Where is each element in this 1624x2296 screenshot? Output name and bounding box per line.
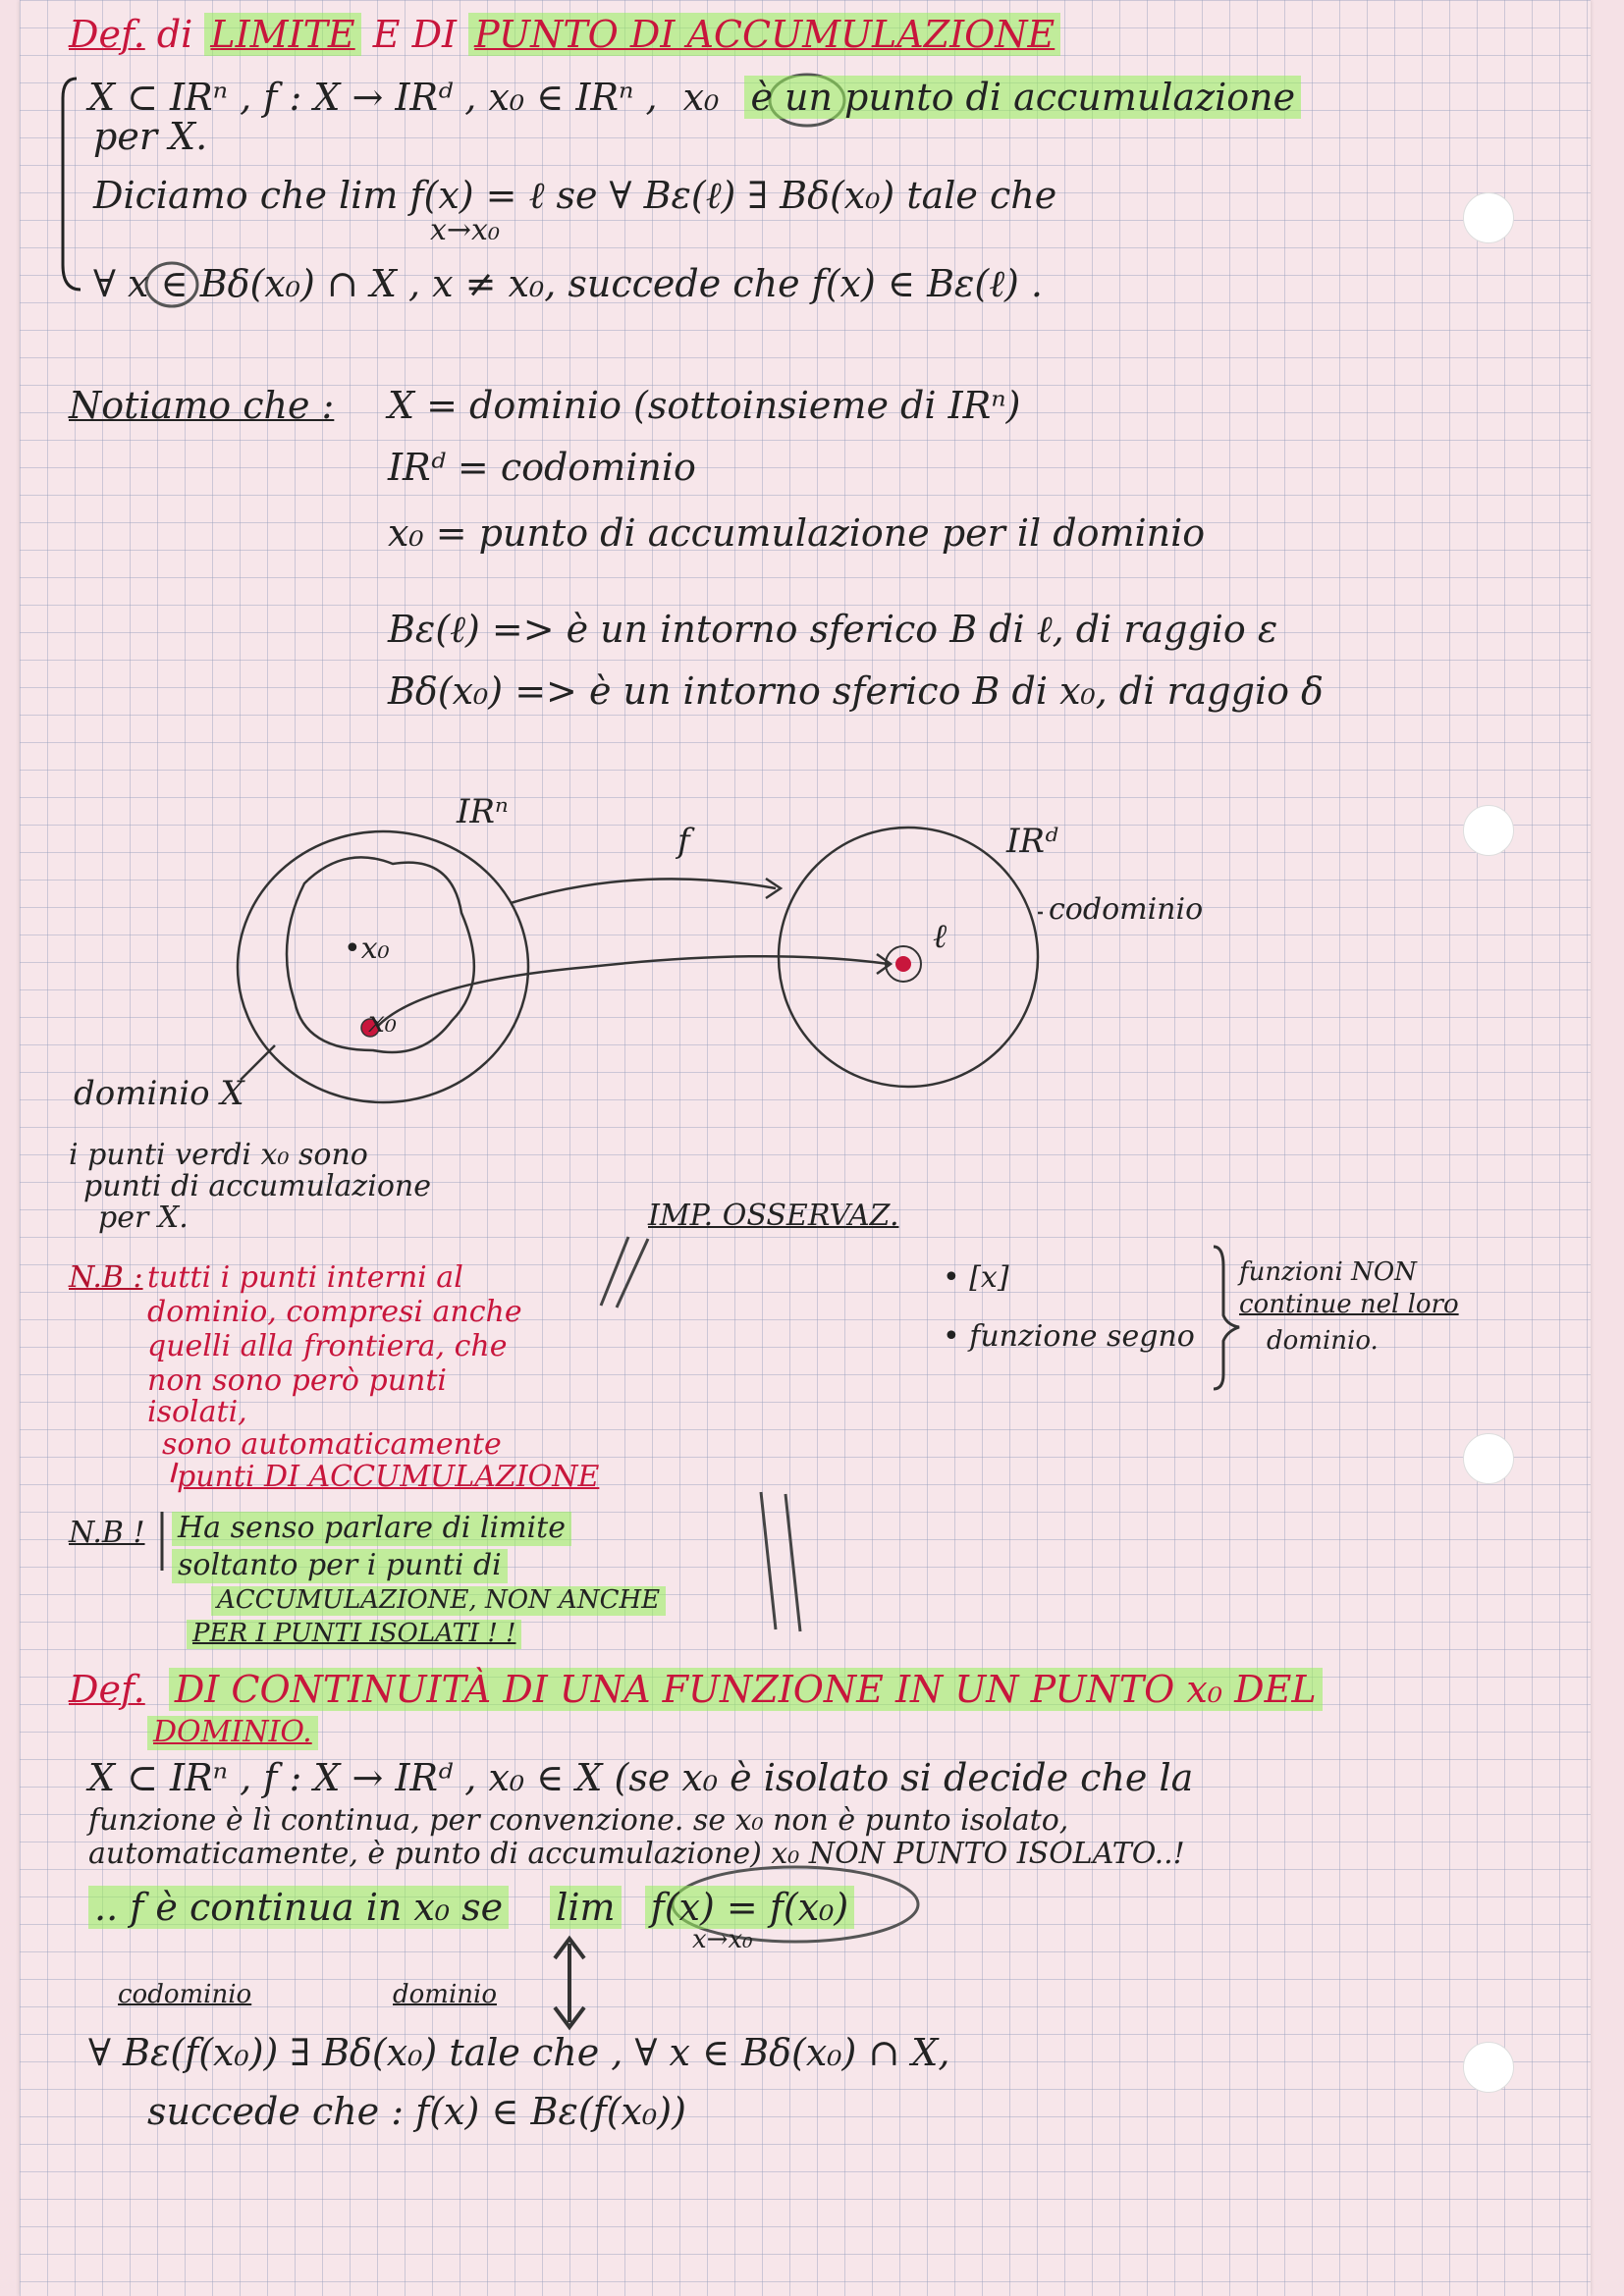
nb1-line: isolati, <box>147 1395 247 1429</box>
imp-brace-text: funzioni NON <box>1239 1257 1417 1287</box>
title-limite: LIMITE <box>204 13 360 56</box>
continuity-formula: f(x) = f(x₀) <box>645 1886 855 1929</box>
def-line-1-text: X ⊂ IRⁿ , f : X → IRᵈ , x₀ ∈ IRⁿ , <box>88 76 658 119</box>
lim-subscript: x→x₀ <box>430 213 501 247</box>
imp-brace-text: continue nel loro <box>1239 1290 1459 1319</box>
nb2-label: N.B ! <box>69 1516 145 1550</box>
note-item: IRᵈ = codominio <box>388 446 696 489</box>
def-line-4: ∀ x ∈ Bδ(x₀) ∩ X , x ≠ x₀, succede che f(x) ∈ Bε(ℓ) . <box>93 262 1044 305</box>
continuity-line-4 <box>88 1887 854 1930</box>
notes-label: Notiamo che : <box>69 384 335 427</box>
label-x0-bottom: x₀ <box>368 1005 397 1040</box>
nb1-line: quelli alla frontiera, che <box>147 1329 508 1363</box>
imp-label: IMP. OSSERVAZ. <box>648 1199 899 1233</box>
continuity-line-5: ∀ Bε(f(x₀)) ∃ Bδ(x₀) tale che , ∀ x ∈ Bδ(x₀) ∩ X, <box>88 2031 950 2074</box>
imp-item: • funzione segno <box>943 1319 1195 1354</box>
title-di: di <box>156 13 193 56</box>
title-punto-accumulazione: PUNTO DI ACCUMULAZIONE <box>468 13 1060 56</box>
def-label: Def. <box>69 1668 145 1711</box>
def-line-2: per X. <box>93 115 208 158</box>
caption-line: punti di accumulazione <box>83 1169 431 1203</box>
section1-title <box>69 14 1060 57</box>
section2-title-text: DI CONTINUITÀ DI UNA FUNZIONE IN UN PUNTO x₀ DEL <box>169 1668 1323 1711</box>
continuity-line-1: X ⊂ IRⁿ , f : X → IRᵈ , x₀ ∈ X (se x₀ è isolato si decide che la <box>88 1756 1194 1799</box>
imp-brace-text: dominio. <box>1267 1326 1379 1356</box>
label-rn: IRⁿ <box>457 792 509 831</box>
continuity-statement: .. f è continua in x₀ se <box>88 1886 509 1929</box>
label-dominio-2: dominio <box>393 1980 497 2009</box>
nb2-line: PER I PUNTI ISOLATI ! ! <box>187 1620 521 1649</box>
label-codominio: codominio <box>1049 892 1204 927</box>
note-item: Bε(ℓ) => è un intorno sferico B di ℓ, di raggio ε <box>388 608 1278 651</box>
label-f: f <box>677 822 690 861</box>
lim-text: lim <box>550 1886 621 1929</box>
nb1-line: sono automaticamente <box>162 1427 502 1462</box>
section2-title-text-2: DOMINIO. <box>147 1716 318 1750</box>
def-line-1-rest: è un punto di accumulazione <box>744 76 1301 119</box>
label-rd: IRᵈ <box>1006 822 1058 861</box>
nb1-label: N.B : <box>69 1260 143 1295</box>
note-item: x₀ = punto di accumulazione per il dominio <box>388 511 1206 555</box>
caption-line: i punti verdi x₀ sono <box>69 1138 368 1172</box>
nb1-line: dominio, compresi anche <box>147 1295 522 1329</box>
nb1-line: tutti i punti interni al <box>147 1260 463 1295</box>
nb1-line: non sono però punti <box>147 1363 448 1398</box>
note-item: X = dominio (sottoinsieme di IRⁿ) <box>388 384 1021 427</box>
label-codominio-2: codominio <box>118 1980 252 2009</box>
label-x0-top: •x₀ <box>344 932 390 966</box>
note-item: Bδ(x₀) => è un intorno sferico B di x₀, di raggio δ <box>388 669 1324 713</box>
nb1-line: punti DI ACCUMULAZIONE <box>177 1460 600 1494</box>
continuity-line-2: funzione è lì continua, per convenzione. se x₀ non è punto isolato, <box>88 1803 1069 1838</box>
section2-title <box>69 1669 1323 1712</box>
def-line-3: Diciamo che lim f(x) = ℓ se ∀ Bε(ℓ) ∃ Bδ(x₀) tale che <box>93 174 1057 217</box>
nb2-line: soltanto per i punti di <box>172 1549 508 1583</box>
label-l: ℓ <box>933 917 947 956</box>
continuity-line-6: succede che : f(x) ∈ Bε(f(x₀)) <box>147 2090 686 2133</box>
continuity-line-3: automaticamente, è punto di accumulazione) x₀ NON PUNTO ISOLATO..! <box>88 1837 1185 1871</box>
imp-item: • [x] <box>943 1260 1009 1295</box>
caption-line: per X. <box>98 1201 189 1235</box>
def-line-1 <box>88 77 1301 120</box>
title-e-di: E DI <box>372 13 458 56</box>
label-dominio: dominio X <box>74 1074 244 1113</box>
x0-circled: x₀ <box>682 76 720 119</box>
nb2-line: ACCUMULAZIONE, NON ANCHE <box>211 1586 666 1616</box>
def-label: Def. <box>69 13 145 56</box>
lim-subscript-2: x→x₀ <box>692 1925 753 1954</box>
nb2-line: Ha senso parlare di limite <box>172 1512 571 1546</box>
